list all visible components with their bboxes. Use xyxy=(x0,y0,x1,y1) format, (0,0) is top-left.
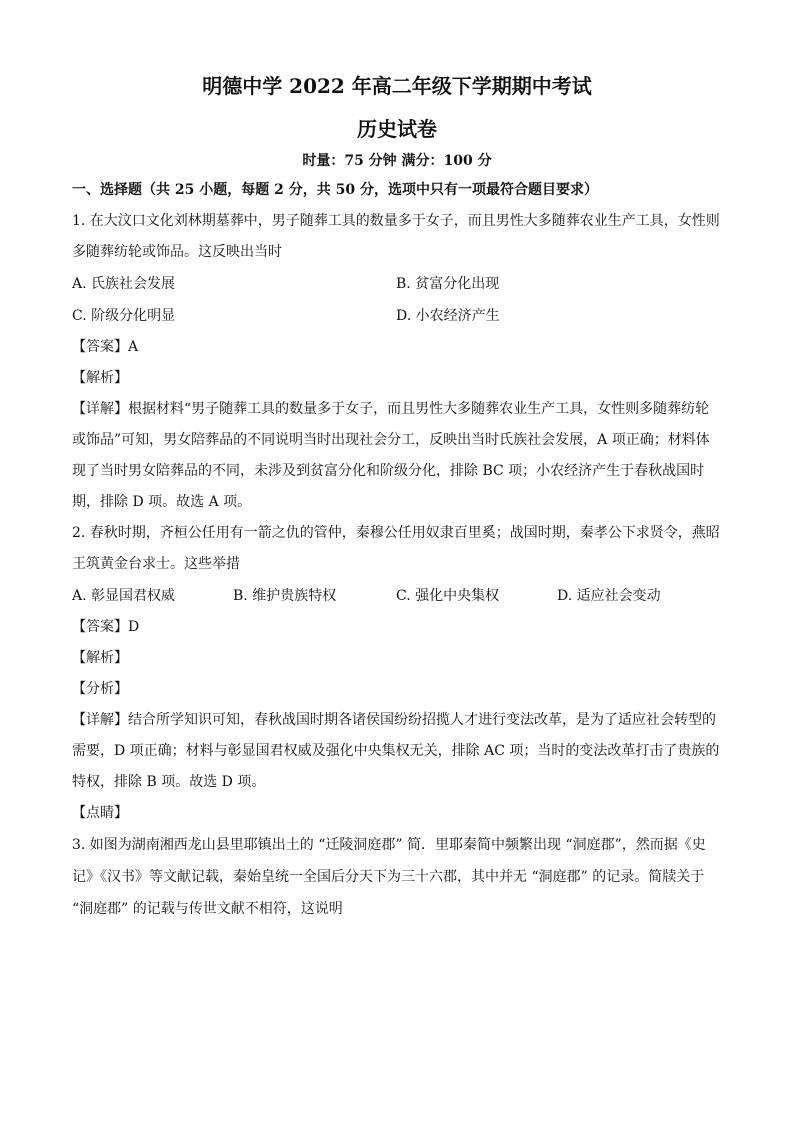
q1-option-d: D. 小农经济产生 xyxy=(396,308,500,324)
q1-detail-line-2: 或饰品”可知，男女陪葬品的不同说明当时出现社会分工，反映出当时氏族社会发展，A 项正确；材料体 xyxy=(72,432,710,448)
q1-stem-line-1: 1. 在大汶口文化刘林期墓葬中，男子随葬工具的数量多于女子，而且男性大多随葬农业生产工具，女性则 xyxy=(72,213,720,229)
q2-option-d: D. 适应社会变动 xyxy=(557,588,661,604)
q1-option-c: C. 阶级分化明显 xyxy=(72,308,176,324)
q1-analysis: 【解析】 xyxy=(72,370,128,386)
q1-stem-line-2: 多随葬纺轮或饰品。这反映出当时 xyxy=(72,244,282,260)
q1-detail-line-3: 现了当时男女陪葬品的不同，未涉及到贫富分化和阶级分化，排除 BC 项；小农经济产生于春秋战国时 xyxy=(72,463,705,479)
section-heading: 一、选择题（共 25 小题，每题 2 分，共 50 分，选项中只有一项最符合题目要求） xyxy=(72,182,598,198)
exam-subtitle: 历史试卷 xyxy=(357,117,437,141)
q2-answer: 【答案】D xyxy=(72,619,140,635)
q2-option-a: A. 彰显国君权威 xyxy=(72,588,176,604)
exam-title: 明德中学 2022 年高二年级下学期期中考试 xyxy=(202,74,592,98)
q3-stem-line-2: 记》《汉书》等文献记载，秦始皇统一全国后分天下为三十六郡，其中并无 “洞庭郡” 的记录。简牍关于 xyxy=(72,869,705,885)
q3-stem-line-1: 3. 如图为湖南湘西龙山县里耶镇出土的 “迁陵洞庭郡” 简．里耶秦简中频繁出现 “洞庭郡”，然而据《史 xyxy=(72,837,706,853)
q2-detail-line-2: 需要，D 项正确；材料与彰显国君权威及强化中央集权无关，排除 AC 项；当时的变法改革打击了贵族的 xyxy=(72,743,720,759)
q1-detail-line-1: 【详解】根据材料“男子随葬工具的数量多于女子，而且男性大多随葬农业生产工具，女性则多随葬纺轮 xyxy=(72,401,710,417)
q2-detail-line-1: 【详解】结合所学知识可知，春秋战国时期各诸侯国纷纷招揽人才进行变法改革，是为了适应社会转型的 xyxy=(72,712,716,728)
q1-option-a: A. 氏族社会发展 xyxy=(72,276,176,292)
q1-answer: 【答案】A xyxy=(72,339,139,355)
q2-stem-line-1: 2. 春秋时期，齐桓公任用有一箭之仇的管仲，秦穆公任用奴隶百里奚；战国时期，秦孝公下求贤令，燕昭 xyxy=(72,525,720,541)
q2-dianjing: 【点睛】 xyxy=(72,805,128,821)
q2-option-c: C. 强化中央集权 xyxy=(396,588,500,604)
q1-detail-line-4: 期，排除 D 项。故选 A 项。 xyxy=(72,494,252,510)
q2-option-b: B. 维护贵族特权 xyxy=(233,588,337,604)
q2-fenxi: 【分析】 xyxy=(72,681,128,697)
exam-meta: 时量：75 分钟 满分：100 分 xyxy=(302,153,492,169)
q1-option-b: B. 贫富分化出现 xyxy=(396,276,500,292)
q2-detail-line-3: 特权，排除 B 项。故选 D 项。 xyxy=(72,774,266,790)
q2-stem-line-2: 王筑黄金台求士。这些举措 xyxy=(72,556,240,572)
q2-analysis: 【解析】 xyxy=(72,650,128,666)
q3-stem-line-3: “洞庭郡” 的记载与传世文献不相符，这说明 xyxy=(72,901,343,917)
